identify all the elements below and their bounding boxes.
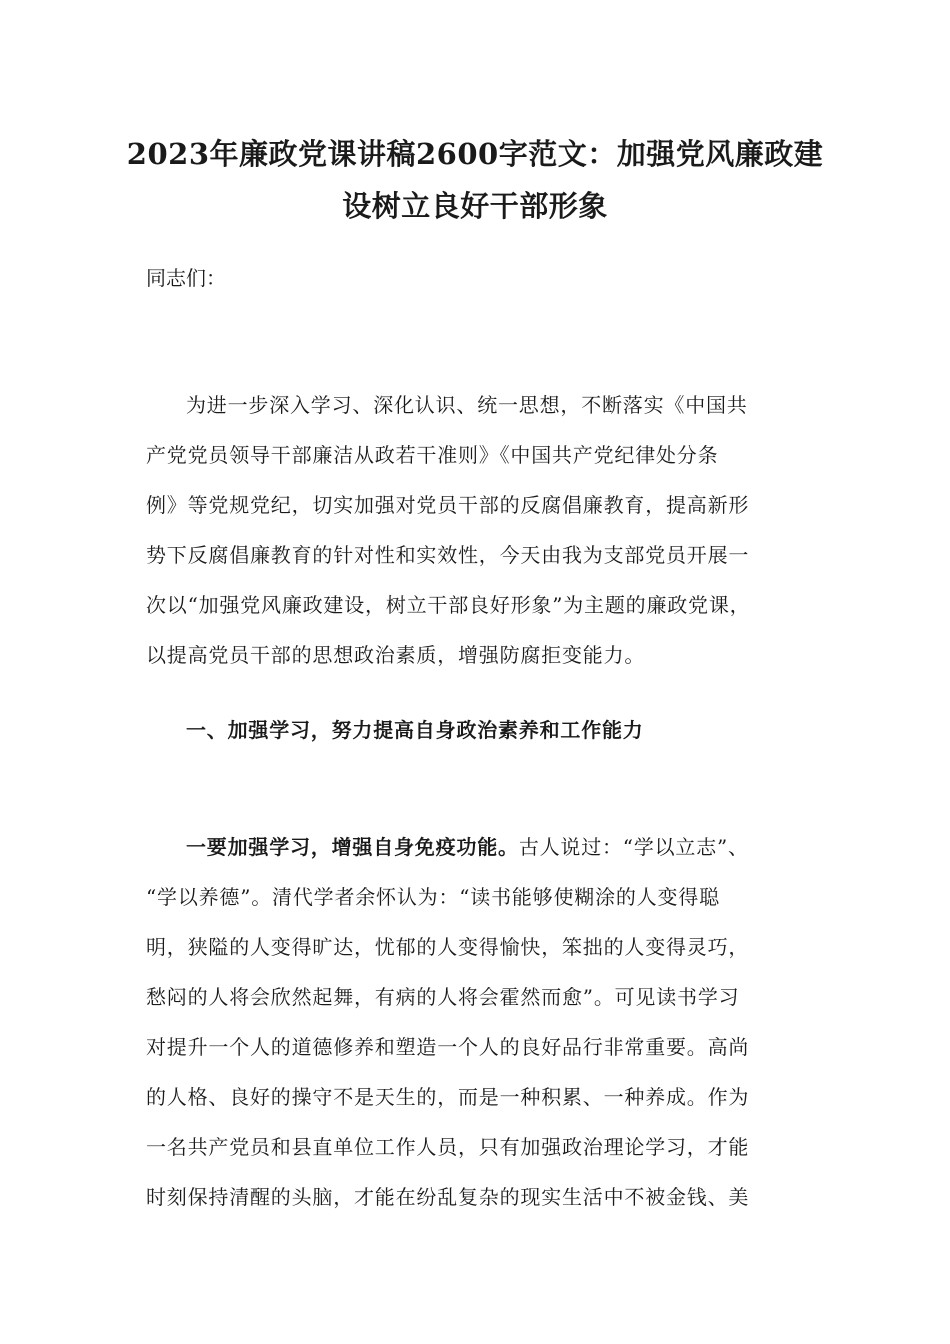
intro-line: 为进一步深入学习、深化认识、统一思想，不断落实《中国共 xyxy=(186,393,748,417)
document-title xyxy=(120,128,830,232)
title-line-2: 设树立良好干部形象 xyxy=(342,189,608,223)
section-paragraph xyxy=(146,822,826,1222)
greeting: 同志们： xyxy=(146,266,226,290)
section-line-first xyxy=(146,822,826,872)
intro-paragraph xyxy=(146,380,826,680)
section-line: 明，狭隘的人变得旷达，忧郁的人变得愉快，笨拙的人变得灵巧， xyxy=(146,935,750,959)
section-line: 时刻保持清醒的头脑，才能在纷乱复杂的现实生活中不被金钱、美 xyxy=(146,1185,750,1209)
intro-line: 以提高党员干部的思想政治素质，增强防腐拒变能力。 xyxy=(146,643,646,667)
intro-line: 势下反腐倡廉教育的针对性和实效性，今天由我为支部党员开展一 xyxy=(146,543,750,567)
section-line: 对提升一个人的道德修养和塑造一个人的良好品行非常重要。高尚 xyxy=(146,1035,750,1059)
section-line: 愁闷的人将会欣然起舞，有病的人将会霍然而愈”。可见读书学习 xyxy=(146,985,740,1009)
title-line-1: 2023年廉政党课讲稿2600字范文：加强党风廉政建 xyxy=(126,137,824,171)
section-heading: 一、加强学习，努力提高自身政治素养和工作能力 xyxy=(186,718,644,742)
section-lead-text: 一要加强学习，增强自身免疫功能。 xyxy=(186,835,519,859)
section-line: 一名共产党员和县直单位工作人员，只有加强政治理论学习，才能 xyxy=(146,1135,750,1159)
intro-line: 产党党员领导干部廉洁从政若干准则》《中国共产党纪律处分条 xyxy=(146,443,719,467)
section-first-line-rest: 古人说过：“学以立志”、 xyxy=(518,835,749,859)
intro-line: 次以“加强党风廉政建设，树立干部良好形象”为主题的廉政党课， xyxy=(146,593,751,617)
section-line: “学以养德”。清代学者余怀认为：“读书能够使糊涂的人变得聪 xyxy=(146,885,720,909)
intro-line: 例》等党规党纪，切实加强对党员干部的反腐倡廉教育，提高新形 xyxy=(146,493,750,517)
section-line: 的人格、良好的操守不是天生的，而是一种积累、一种养成。作为 xyxy=(146,1085,750,1109)
